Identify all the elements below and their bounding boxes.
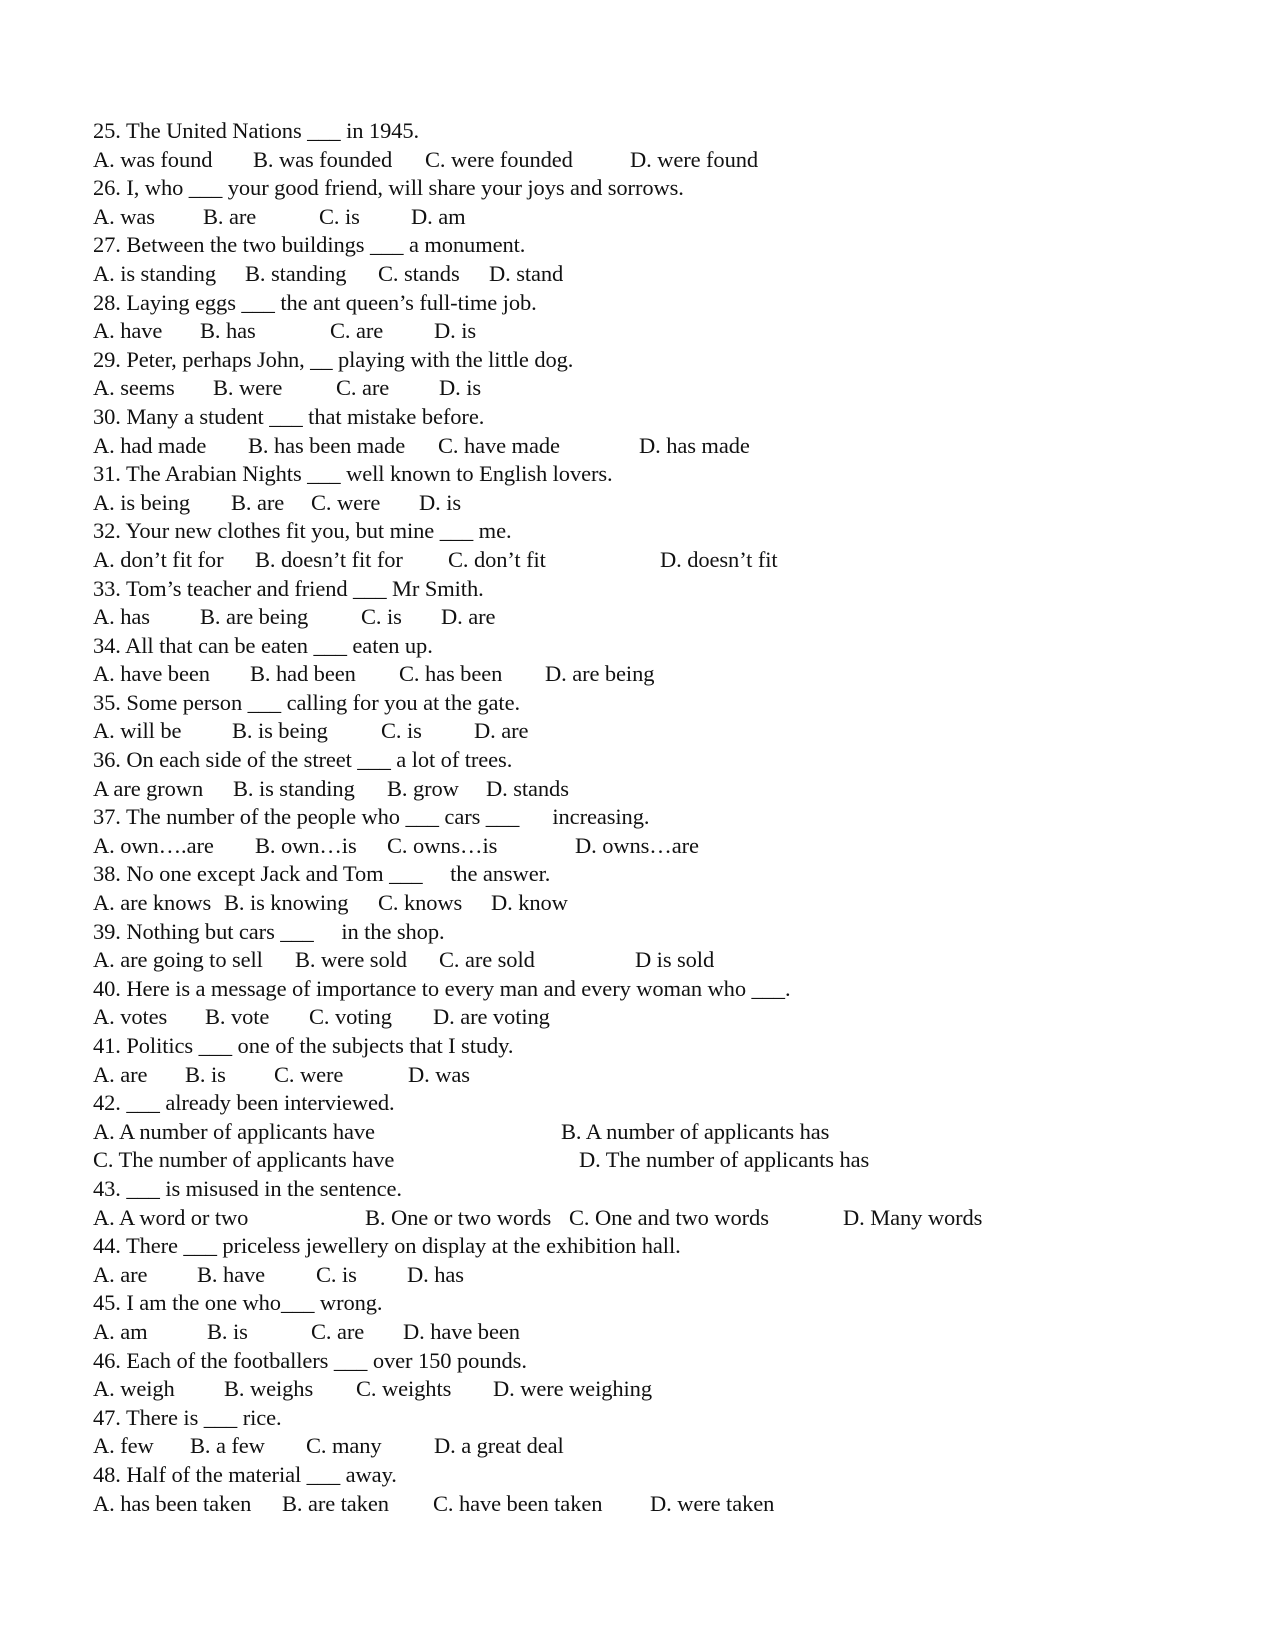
question-25-option-a: A. was found [93,146,213,172]
question-43-option-c: C. One and two words [569,1204,769,1230]
question-35-option-b: B. is being [232,718,328,744]
question-44-option-a: A. are [93,1261,148,1287]
question-26-stem: 26. I, who ___ your good friend, will share your joys and sorrows. [93,175,684,201]
question-43-options [93,1204,1213,1233]
question-33-option-b: B. are being [200,604,309,630]
question-46-option-b: B. weighs [224,1376,314,1402]
question-25-option-d: D. were found [630,146,759,172]
question-46-stem: 46. Each of the footballers ___ over 150 pounds. [93,1347,527,1373]
question-36-option-d: D. stands [486,775,569,801]
question-46-option-d: D. were weighing [493,1376,652,1402]
question-34-options [93,660,1213,689]
question-25-stem: 25. The United Nations ___ in 1945. [93,118,420,143]
question-33-option-d: D. are [441,604,496,630]
question-27-option-a: A. is standing [93,260,216,286]
question-34-option-b: B. had been [250,661,356,687]
question-38-stem: 38. No one except Jack and Tom ___ the answer. [93,861,551,887]
question-32-stem: 32. Your new clothes fit you, but mine ___ me. [93,518,512,544]
question-38-option-c: C. knows [378,890,463,916]
question-37-option-d: D. owns…are [575,832,699,858]
question-47-option-b: B. a few [190,1433,265,1459]
question-40-option-b: B. vote [205,1004,270,1030]
question-48-option-d: D. were taken [650,1490,775,1516]
question-32-option-c: C. don’t fit [448,546,546,572]
question-43-option-b: B. One or two words [365,1204,552,1230]
question-47-option-d: D. a great deal [434,1433,564,1459]
question-28-options [93,317,1213,346]
question-26-option-c: C. is [319,203,360,229]
question-45-stem: 45. I am the one who___ wrong. [93,1290,383,1316]
question-25-option-b: B. was founded [253,146,393,172]
question-42-options-row-1 [93,1118,1213,1147]
question-41-option-d: D. was [408,1061,470,1087]
question-44-option-d: D. has [407,1261,464,1287]
question-43-option-a: A. A word or two [93,1204,249,1230]
question-42-option-d: D. The number of applicants has [579,1147,870,1173]
question-28-option-d: D. is [434,318,477,344]
question-37-option-b: B. own…is [255,832,357,858]
question-33-option-c: C. is [361,604,402,630]
question-35-option-c: C. is [381,718,422,744]
question-29-option-c: C. are [336,375,390,401]
question-47-stem: 47. There is ___ rice. [93,1404,282,1430]
question-46-options [93,1375,1213,1404]
question-39-option-a: A. are going to sell [93,947,263,973]
question-26-options [93,203,1213,232]
question-32-option-d: D. doesn’t fit [660,546,778,572]
question-40-option-d: D. are voting [433,1004,550,1030]
question-44-stem: 44. There ___ priceless jewellery on display at the exhibition hall. [93,1233,681,1259]
question-27-options [93,260,1213,289]
question-37-option-c: C. owns…is [387,832,498,858]
question-27-option-b: B. standing [245,260,347,286]
question-29-option-d: D. is [439,375,482,401]
question-46-option-a: A. weigh [93,1376,175,1402]
question-30-option-c: C. have made [438,432,560,458]
question-37-stem: 37. The number of the people who ___ cars ___ increasing. [93,804,650,830]
question-48-option-c: C. have been taken [433,1490,603,1516]
question-28-option-b: B. has [200,318,256,344]
question-40-stem: 40. Here is a message of importance to every man and every woman who ___. [93,975,791,1001]
question-44-options [93,1261,1213,1290]
question-42-stem: 42. ___ already been interviewed. [93,1090,395,1116]
question-44-option-b: B. have [197,1261,266,1287]
question-41-option-c: C. were [274,1061,344,1087]
question-30-option-a: A. had made [93,432,207,458]
question-28-option-a: A. have [93,318,163,344]
question-40-option-a: A. votes [93,1004,168,1030]
question-28-option-c: C. are [330,318,384,344]
question-40-options [93,1003,1213,1032]
question-34-option-d: D. are being [545,661,655,687]
question-26-option-d: D. am [411,203,466,229]
question-48-stem: 48. Half of the material ___ away. [93,1461,397,1487]
question-47-option-a: A. few [93,1433,154,1459]
question-43-stem: 43. ___ is misused in the sentence. [93,1175,402,1201]
question-30-options [93,432,1213,461]
question-47-option-c: C. many [306,1433,382,1459]
question-35-option-a: A. will be [93,718,182,744]
question-38-option-b: B. is knowing [224,890,349,916]
question-31-stem: 31. The Arabian Nights ___ well known to English lovers. [93,461,613,487]
question-41-stem: 41. Politics ___ one of the subjects that I study. [93,1033,514,1058]
question-39-option-b: B. were sold [295,947,407,973]
question-36-option-b: B. is standing [233,775,355,801]
question-29-option-b: B. were [213,375,283,401]
question-30-stem: 30. Many a student ___ that mistake before. [93,403,485,429]
question-35-option-d: D. are [474,718,529,744]
question-45-options [93,1318,1213,1347]
question-29-option-a: A. seems [93,375,175,401]
question-39-stem: 39. Nothing but cars ___ in the shop. [93,918,445,944]
question-46-option-c: C. weights [356,1376,452,1402]
question-48-option-b: B. are taken [282,1490,389,1516]
question-47-options [93,1432,1213,1461]
question-29-options [93,374,1213,403]
question-40-option-c: C. voting [309,1004,392,1030]
question-39-option-d: D is sold [635,947,715,973]
question-25-option-c: C. were founded [425,146,573,172]
question-41-option-b: B. is [185,1061,226,1087]
question-41-options [93,1061,1213,1090]
question-38-option-d: D. know [491,890,568,916]
question-45-option-c: C. are [311,1318,365,1344]
question-45-option-d: D. have been [403,1318,520,1344]
question-32-options [93,546,1213,575]
question-41-option-a: A. are [93,1061,148,1087]
question-39-options [93,946,1213,975]
question-32-option-b: B. doesn’t fit for [255,546,403,572]
question-27-option-c: C. stands [378,260,460,286]
question-35-options [93,717,1213,746]
question-33-option-a: A. has [93,604,150,630]
question-26-option-a: A. was [93,203,155,229]
question-37-options [93,832,1213,861]
question-38-option-a: A. are knows [93,890,212,916]
question-36-option-a: A are grown [93,775,204,801]
question-35-stem: 35. Some person ___ calling for you at the gate. [93,689,520,715]
question-43-option-d: D. Many words [843,1204,983,1230]
question-42-option-a: A. A number of applicants have [93,1118,375,1144]
question-37-option-a: A. own….are [93,832,214,858]
question-48-option-a: A. has been taken [93,1490,252,1516]
question-27-option-d: D. stand [489,260,564,286]
question-28-stem: 28. Laying eggs ___ the ant queen’s full-time job. [93,289,537,315]
question-30-option-d: D. has made [639,432,750,458]
question-25-options [93,146,1213,175]
question-34-stem: 34. All that can be eaten ___ eaten up. [93,632,433,658]
question-31-option-b: B. are [231,489,285,515]
question-36-option-c: B. grow [387,775,459,801]
question-42-options-row-2 [93,1146,1213,1175]
question-33-stem: 33. Tom’s teacher and friend ___ Mr Smith. [93,575,484,601]
question-48-options [93,1490,1213,1519]
question-26-option-b: B. are [203,203,257,229]
question-36-stem: 36. On each side of the street ___ a lot of trees. [93,747,513,773]
question-42-option-c: C. The number of applicants have [93,1147,395,1173]
question-27-stem: 27. Between the two buildings ___ a monument. [93,232,526,258]
question-29-stem: 29. Peter, perhaps John, __ playing with the little dog. [93,346,574,372]
question-31-options [93,489,1213,518]
question-31-option-a: A. is being [93,489,191,515]
question-38-options [93,889,1213,918]
question-33-options [93,603,1213,632]
question-32-option-a: A. don’t fit for [93,546,224,572]
question-39-option-c: C. are sold [439,947,535,973]
question-36-options [93,775,1213,804]
question-45-option-a: A. am [93,1318,148,1344]
worksheet-page [93,117,1213,1518]
question-31-option-d: D. is [419,489,462,515]
question-34-option-a: A. have been [93,661,210,687]
question-45-option-b: B. is [207,1318,248,1344]
question-42-option-b: B. A number of applicants has [561,1118,830,1144]
question-31-option-c: C. were [311,489,381,515]
question-44-option-c: C. is [316,1261,357,1287]
question-30-option-b: B. has been made [248,432,406,458]
question-34-option-c: C. has been [399,661,503,687]
